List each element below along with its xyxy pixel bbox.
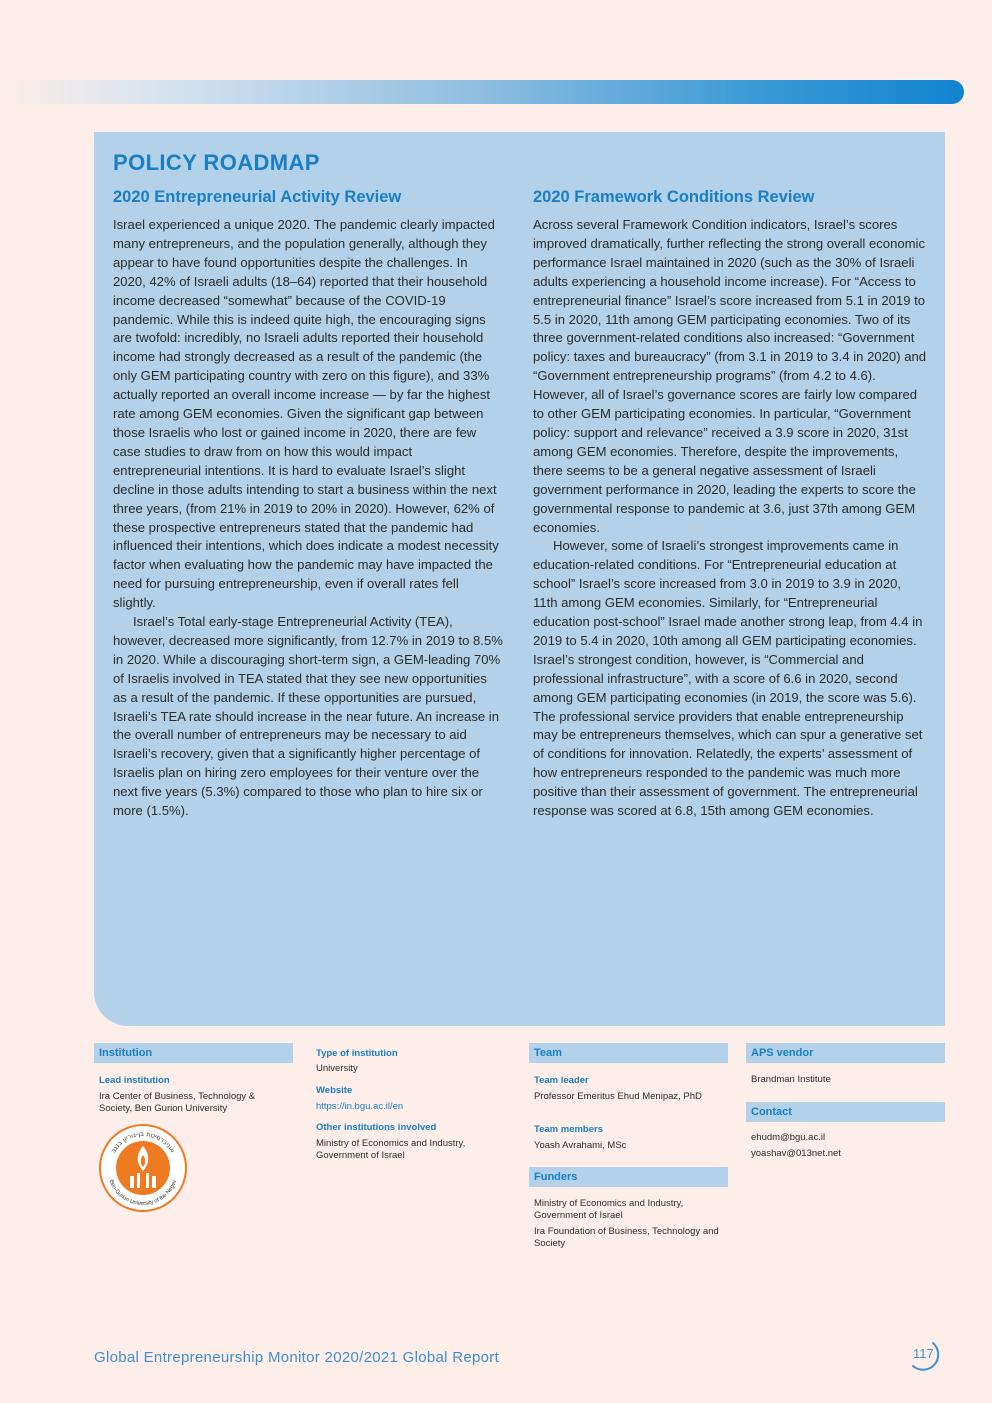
activity-review-heading: 2020 Entrepreneurial Activity Review (113, 188, 402, 206)
contact-heading: Contact (746, 1102, 945, 1122)
website-link[interactable]: https://in.bgu.ac.il/en (316, 1101, 404, 1112)
aps-vendor-value: Brandman Institute (751, 1074, 831, 1085)
team-heading: Team (529, 1043, 728, 1063)
header-gradient-bar (0, 80, 964, 104)
framework-review-heading: 2020 Framework Conditions Review (533, 188, 815, 206)
activity-review-column (113, 188, 503, 821)
team-members-label: Team members (534, 1124, 603, 1135)
other-institutions-label: Other institutions involved (316, 1122, 437, 1133)
team-members-value: Yoash Avrahami, MSc (534, 1140, 627, 1151)
activity-review-paragraph: Israel’s Total early-stage Entrepreneurial Activity (TEA), however, decreased more significantly, from 12.7% in 2019 to 8.5% in 2020. While a discouraging short-term sign, a GEM-leading 70% of Israelis involved in TEA stated that they see new opportunities as a result of the pandemic. If these opportunities are pursued, Israeli’s TEA rate should increase in the near future. An increase in the overall number of entrepreneurs may be necessary to aid Israeli’s recovery, given that a significantly higher percentage of Israelis plan on hiring zero employees for their venture over the next five years (5.3%) compared to those who plan to hire six or more (1.5%). (113, 614, 503, 819)
framework-review-paragraph: Across several Framework Condition indicators, Israel’s scores improved dramatically, further reflecting the strong overall economic performance Israel maintained in 2020 (such as the 30% of Israeli adults experiencing a household income increase). For “Access to entrepreneurial finance” Israel’s score increased from 5.1 in 2019 to 5.5 in 2020, 11th among GEM participating economies. Two of its three government-related conditions also increased: “Government policy: taxes and bureaucracy” (from 3.1 in 2019 to 3.4 in 2020) and “Government entrepreneurship programs” (from 4.2 to 4.6). However, all of Israel’s governance scores are fairly low compared to other GEM participating economies. In particular, “Government policy: support and relevance” received a 3.9 score in 2020, 31st among GEM economies. Therefore, despite the improvements, there seems to be a general negative assessment of Israeli government performance in 2020, leading the experts to score the governmental response to pandemic at 3.6, just 37th among GEM economies. (533, 217, 927, 535)
funder-item: Ira Foundation of Business, Technology and Society (534, 1226, 719, 1249)
aps-vendor-heading: APS vendor (746, 1043, 945, 1063)
funders-heading: Funders (529, 1167, 728, 1187)
team-leader-value: Professor Emeritus Ehud Menipaz, PhD (534, 1091, 702, 1102)
framework-review-column (533, 188, 928, 821)
logo-english-text: Ben-Gurion University of the Negev (107, 1179, 179, 1208)
page-number-badge (909, 1340, 945, 1372)
type-of-institution-value: University (316, 1063, 358, 1074)
type-of-institution-label: Type of institution (316, 1048, 398, 1059)
other-institutions-value: Ministry of Economics and Industry, Government of Israel (316, 1138, 466, 1161)
activity-review-paragraph: Israel experienced a unique 2020. The pandemic clearly impacted many entrepreneurs, and the population generally, although they appear to have found opportunities despite the challenges. In 2020, 42% of Israeli adults (18–64) reported that their household income decreased “somewhat” because of the COVID-19 pandemic. While this is indeed quite high, the encouraging signs are twofold: incredibly, no Israeli adults reported their household income had strongly decreased as a result of the pandemic (the only GEM participating country with zero on this figure), and 33% actually reported an overall income increase — by far the highest rate among GEM economies. Given the significant gap between those Israelis who lost or gained income in 2020, there are few case studies to draw from on how this would impact entrepreneurial intentions. It is hard to evaluate Israel’s slight decline in those adults intending to start a business within the next three years, (from 21% in 2019 to 20% in 2020). However, 62% of these prospective entrepreneurs stated that the pandemic had influenced their intentions, which does indicate a modest necessity factor when evaluating how the pandemic may have impacted the need for pursuing entrepreneurship, even if overall rates fell slightly. (113, 217, 499, 611)
lead-institution-label: Lead institution (99, 1075, 170, 1086)
page-title: POLICY ROADMAP (113, 150, 320, 175)
footer-report-title: Global Entrepreneurship Monitor 2020/2021 Global Report (94, 1349, 500, 1366)
logo-hebrew-text: אוניברסיטת בן-גוריון בנגב (109, 1129, 177, 1155)
policy-roadmap-panel (94, 132, 945, 1026)
contact-email[interactable]: ehudm@bgu.ac.il (751, 1132, 826, 1143)
page-number: 117 (913, 1346, 934, 1361)
framework-review-paragraph: However, some of Israeli’s strongest improvements came in education-related conditions. For “Entrepreneurial education at school” Israel’s score increased from 3.0 in 2019 to 3.9 in 2020, 11th among GEM economies. Similarly, for “Entrepreneurial education post-school” Israel made another strong leap, from 4.4 in 2019 to 5.4 in 2020, 10th among all GEM participating economies. Israel’s strongest condition, however, is “Commercial and professional infrastructure”, with a score of 6.6 in 2020, second among GEM participating economies (in 2019, the score was 5.6). The professional service providers that enable entrepreneurship may be entrepreneurs themselves, which can spur a generative set of conditions for innovation. Relatedly, the experts’ assessment of how entrepreneurs responded to the pandemic was much more positive than their assessment of government. The entrepreneurial response was scored at 6.8, 15th among GEM economies. (533, 538, 923, 819)
website-label: Website (316, 1085, 353, 1096)
team-leader-label: Team leader (534, 1075, 589, 1086)
contact-email[interactable]: yoashav@013net.net (751, 1148, 841, 1159)
institution-heading: Institution (94, 1043, 293, 1063)
ben-gurion-university-logo (99, 1124, 187, 1212)
lead-institution-value: Ira Center of Business, Technology & Society, Ben Gurion University (99, 1091, 256, 1114)
funder-item: Ministry of Economics and Industry, Government of Israel (534, 1198, 684, 1221)
